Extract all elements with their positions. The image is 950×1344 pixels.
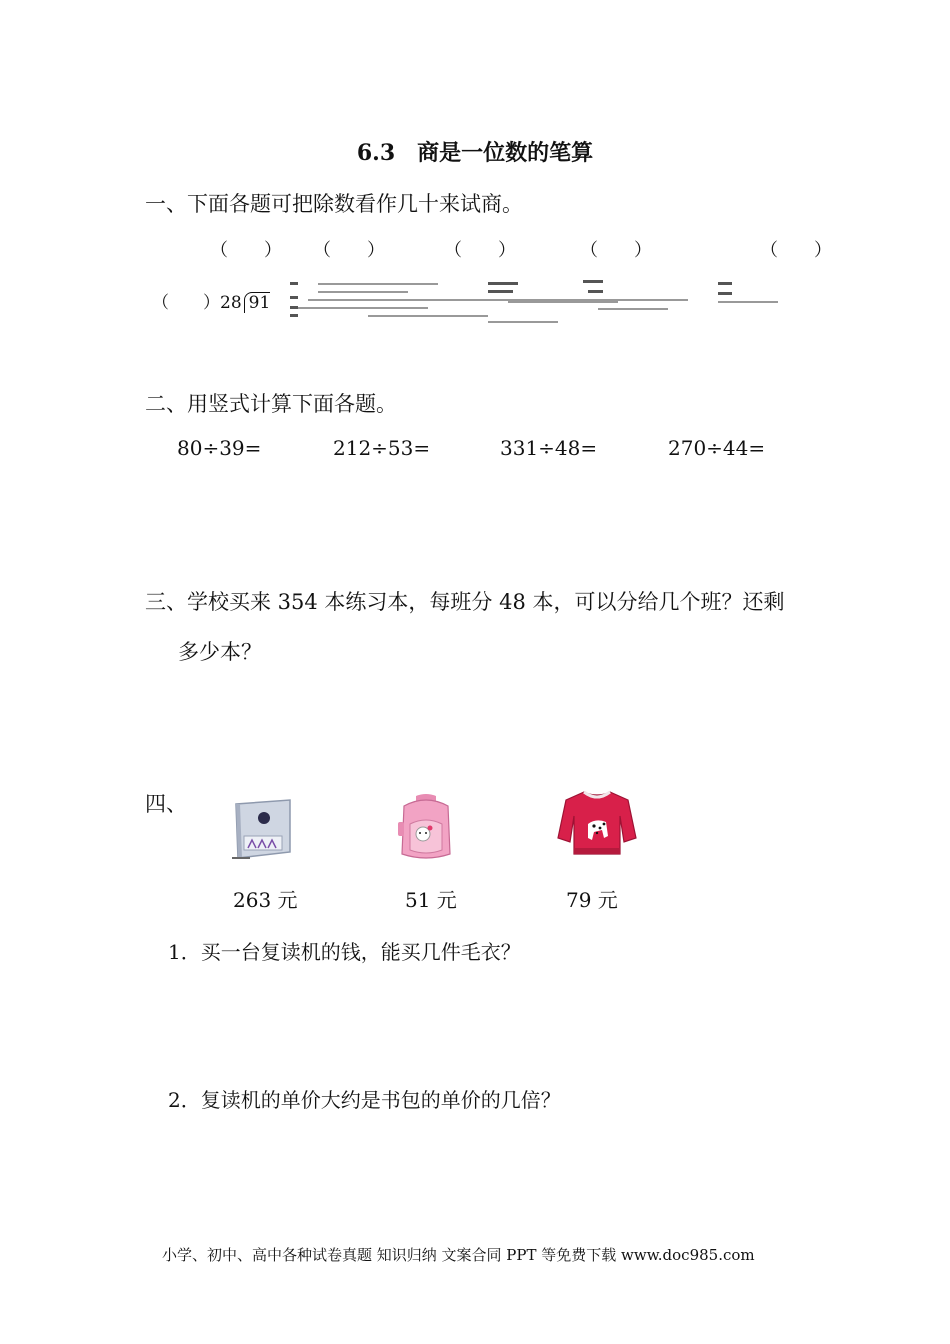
price-backpack: 51 元 [405, 888, 457, 912]
cassette-player-icon [226, 798, 296, 864]
red-sweater-icon [556, 786, 638, 858]
pink-backpack-icon [396, 792, 456, 862]
page-title: 6.3 商是一位数的笔算 [356, 140, 594, 166]
section-4-label: 四、 [145, 792, 187, 816]
answer-paren-2: （ ） [313, 240, 385, 261]
division-problem-3: 331÷48= [500, 436, 598, 460]
question-2: 2．复读机的单价大约是书包的单价的几倍？ [168, 1088, 561, 1112]
section-3-line-1: 三、学校买来 354 本练习本，每班分 48 本，可以分给几个班？还剩 [145, 590, 785, 614]
answer-paren-3: （ ） [444, 240, 516, 261]
answer-paren-first: （ ） [152, 293, 220, 313]
division-problem-1: 80÷39= [177, 436, 262, 460]
question-1: 1．买一台复读机的钱，能买几件毛衣？ [168, 940, 521, 964]
garbled-division-artifacts [288, 280, 788, 330]
division-problem-2: 212÷53= [333, 436, 431, 460]
divisor: 28 [220, 293, 242, 313]
dividend: 91 [244, 292, 271, 313]
footer-text: 小学、初中、高中各种试卷真题 知识归纳 文案合同 PPT 等免费下载 www.doc985.com [162, 1246, 755, 1264]
answer-paren-5: （ ） [760, 240, 832, 261]
section-3-line-2: 多少本？ [178, 640, 262, 664]
division-problem-4: 270÷44= [668, 436, 766, 460]
answer-paren-4: （ ） [580, 240, 652, 261]
answer-paren-1: （ ） [210, 240, 282, 261]
price-sweater: 79 元 [566, 888, 618, 912]
section-2-heading: 二、用竖式计算下面各题。 [145, 392, 397, 416]
long-division-item-1 [152, 288, 270, 313]
section-1-heading: 一、下面各题可把除数看作几十来试商。 [145, 192, 523, 216]
price-cassette-player: 263 元 [233, 888, 298, 912]
